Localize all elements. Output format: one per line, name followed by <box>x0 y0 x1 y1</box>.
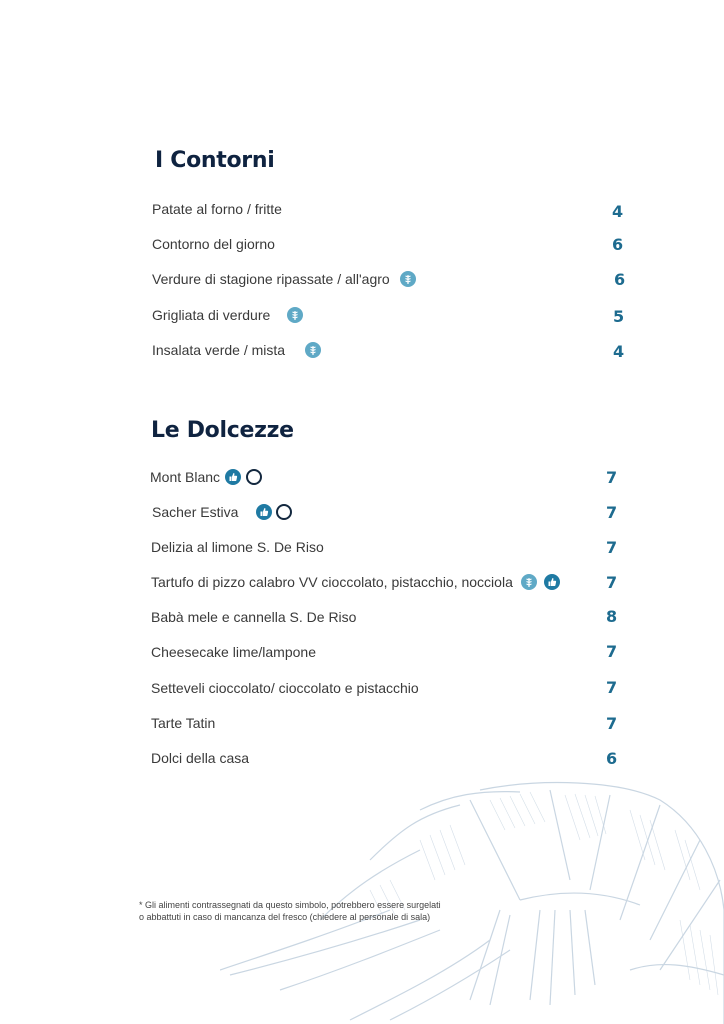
item-name: Mont Blanc <box>150 469 221 485</box>
item-price: 6 <box>614 270 626 289</box>
item-name: Sacher Estiva <box>152 504 239 520</box>
menu-item <box>151 539 324 555</box>
shrimp-illustration <box>220 770 724 1024</box>
menu-item <box>151 609 356 625</box>
chef-hat-icon <box>276 504 292 520</box>
menu-item <box>152 504 292 520</box>
gluten-free-icon <box>521 574 537 590</box>
item-name: Grigliata di verdure <box>152 307 271 323</box>
footnote-line-1: * Gli alimenti contrassegnati da questo simbolo, potrebbero essere surgelati <box>139 900 441 910</box>
item-name: Tartufo di pizzo calabro VV cioccolato, pistacchio, nocciola <box>151 574 513 590</box>
menu-item <box>152 307 303 323</box>
item-price: 4 <box>613 342 625 361</box>
menu-item <box>152 236 275 252</box>
gluten-free-icon <box>400 271 416 287</box>
menu-item <box>151 750 249 766</box>
item-price: 7 <box>606 573 618 592</box>
item-name: Delizia al limone S. De Riso <box>151 539 324 555</box>
item-name: Babà mele e cannella S. De Riso <box>151 609 357 625</box>
footnote-line-2: o abbattuti in caso di mancanza del fresco (chiedere al personale di sala) <box>139 912 431 922</box>
menu-item <box>152 271 416 287</box>
gluten-free-icon <box>305 342 321 358</box>
section-title-dolcezze: Le Dolcezze <box>151 418 294 443</box>
item-name: Verdure di stagione ripassate / all'agro <box>152 271 390 287</box>
chef-hat-icon <box>246 469 262 485</box>
item-name: Contorno del giorno <box>152 236 275 252</box>
item-price: 4 <box>612 202 624 221</box>
item-name: Dolci della casa <box>151 750 250 766</box>
menu-item <box>151 644 316 660</box>
item-price: 7 <box>606 714 618 733</box>
item-price: 5 <box>613 307 625 326</box>
item-price: 6 <box>612 235 624 254</box>
thumbs-up-icon <box>544 574 560 590</box>
item-price: 7 <box>606 468 618 487</box>
item-name: Insalata verde / mista <box>152 342 286 358</box>
section-title-contorni: I Contorni <box>155 148 275 173</box>
menu-item <box>151 715 215 731</box>
item-price: 7 <box>606 503 618 522</box>
thumbs-up-icon <box>225 469 241 485</box>
menu-item <box>150 469 262 485</box>
item-name: Patate al forno / fritte <box>152 201 282 217</box>
footnote <box>139 899 441 923</box>
menu-item <box>152 201 282 217</box>
item-price: 7 <box>606 538 618 557</box>
item-name: Cheesecake lime/lampone <box>151 644 316 660</box>
menu-item <box>151 574 560 590</box>
menu-item <box>151 680 419 696</box>
thumbs-up-icon <box>256 504 272 520</box>
item-price: 7 <box>606 642 618 661</box>
item-price: 7 <box>606 678 618 697</box>
item-price: 8 <box>606 607 618 626</box>
item-name: Tarte Tatin <box>151 715 216 731</box>
menu-item <box>152 342 321 358</box>
gluten-free-icon <box>287 307 303 323</box>
item-price: 6 <box>606 749 618 768</box>
item-name: Setteveli cioccolato/ cioccolato e pistacchio <box>151 680 419 696</box>
